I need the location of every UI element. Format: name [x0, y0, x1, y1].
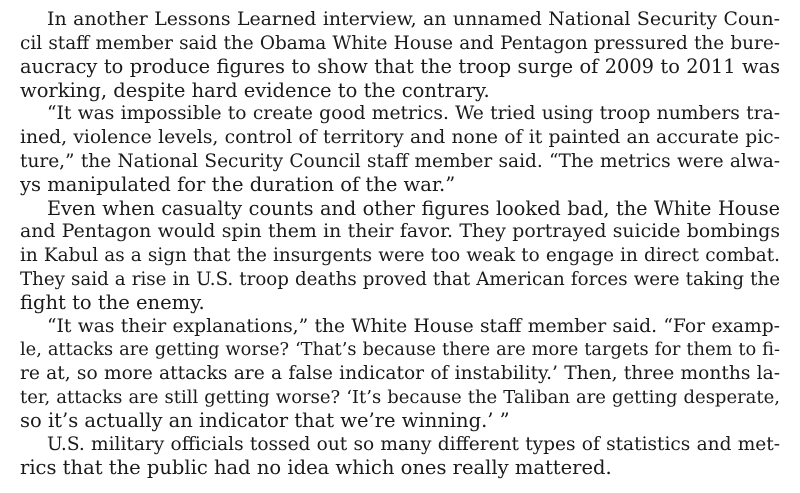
article-body — [20, 8, 780, 480]
text-line: ture,” the National Security Council staff member said. “The metrics were alwa- — [20, 150, 780, 172]
text-line: so it’s actually an indicator that we’re winning.’ ” — [20, 409, 510, 433]
text-line: rics that the public had no idea which ones really mattered. — [20, 456, 612, 480]
text-line: “It was impossible to create good metrics. We tried using troop numbers tra- — [47, 103, 780, 125]
text-line: ter, attacks are still getting worse? ‘It’s because the Taliban are getting desperate, — [20, 386, 780, 408]
text-line: “It was their explanations,” the White House staff member said. “For examp- — [47, 315, 780, 337]
text-line: ys manipulated for the duration of the war.” — [20, 173, 456, 197]
paragraph — [20, 433, 780, 480]
text-line: fight to the enemy. — [20, 291, 205, 315]
text-line: in Kabul as a sign that the insurgents were too weak to engage in direct combat. — [20, 244, 780, 266]
text-line: working, despite hard evidence to the contrary. — [20, 78, 490, 102]
text-line: ined, violence levels, control of territory and none of it painted an accurate pic- — [20, 126, 780, 148]
text-line: They said a rise in U.S. troop deaths proved that American forces were taking the — [20, 268, 780, 290]
paragraph — [20, 102, 780, 196]
paragraph — [20, 315, 780, 433]
text-line: Even when casualty counts and other figures looked bad, the White House — [47, 196, 780, 220]
text-line: aucracy to produce figures to show that the troop surge of 2009 to 2011 was — [20, 55, 780, 79]
text-line: re at, so more attacks are a false indicator of instability.’ Then, three months la- — [20, 362, 780, 384]
text-line: and Pentagon would spin them in their favor. They portrayed suicide bombings — [20, 221, 780, 243]
text-line: U.S. military officials tossed out so many different types of statistics and met- — [47, 433, 780, 455]
text-line: cil staff member said the Obama White House and Pentagon pressured the bure- — [20, 32, 780, 54]
text-line: In another Lessons Learned interview, an unnamed National Security Coun- — [47, 8, 780, 30]
paragraph — [20, 8, 780, 102]
text-line: le, attacks are getting worse? ‘That’s because there are more targets for them to fi- — [20, 339, 780, 361]
paragraph — [20, 197, 780, 315]
